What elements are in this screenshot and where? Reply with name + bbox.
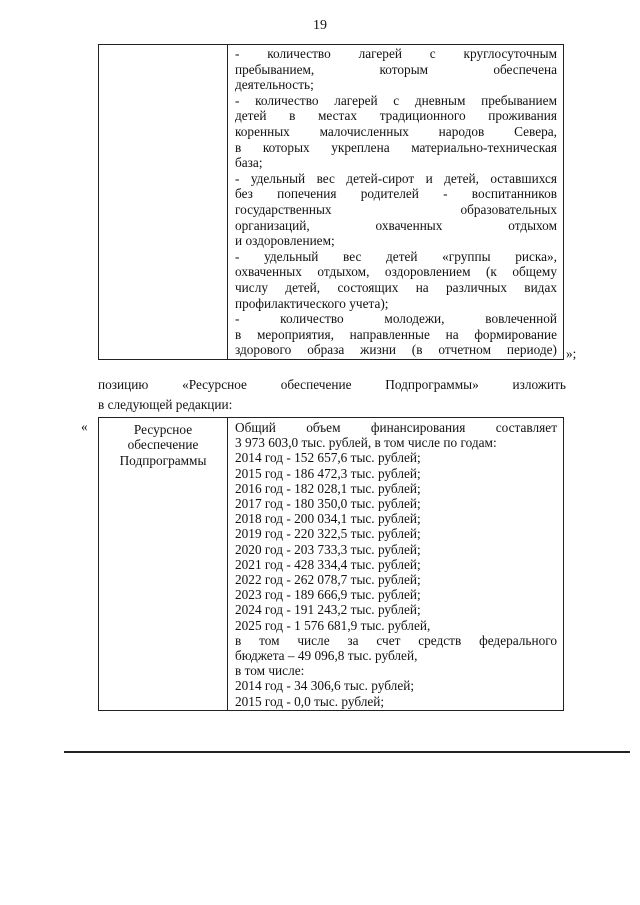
resource-line: 2020 год - 203 733,3 тыс. рублей; xyxy=(235,541,421,557)
resource-line: 2024 год - 191 243,2 тыс. рублей; xyxy=(235,602,421,618)
resource-label-line: обеспечение xyxy=(127,437,199,453)
resource-line: в том числе за счет средств федерального xyxy=(235,632,557,648)
resource-line: 2025 год - 1 576 681,9 тыс. рублей, xyxy=(235,617,431,633)
resource-line: 2014 год - 34 306,6 тыс. рублей; xyxy=(235,678,415,694)
resource-line: 2014 год - 152 657,6 тыс. рублей; xyxy=(235,450,421,466)
opening-quote: « xyxy=(81,419,88,434)
resource-label-line: Подпрограммы xyxy=(119,452,207,468)
resource-line: 2015 год - 186 472,3 тыс. рублей; xyxy=(235,465,421,481)
table1-line: пребыванием, которым обеспечена xyxy=(235,61,557,77)
table1-line: - удельный вес детей-сирот и детей, оставшихся xyxy=(235,170,557,186)
table1-empty-label-cell xyxy=(99,45,228,360)
table1-line: без попечения родителей - воспитанников xyxy=(235,186,557,202)
resource-table xyxy=(98,417,564,711)
resource-line: 2021 год - 428 334,4 тыс. рублей; xyxy=(235,556,421,572)
bottom-divider xyxy=(64,751,630,753)
resource-line: 2017 год - 180 350,0 тыс. рублей; xyxy=(235,496,421,512)
table1-line: числу детей, состоящих на различных видах xyxy=(235,279,557,295)
table1-line: государственных образовательных xyxy=(235,201,557,217)
resource-line: 2016 год - 182 028,1 тыс. рублей; xyxy=(235,480,421,496)
table1-line: детей в местах традиционного проживания xyxy=(235,108,557,124)
table1-line: деятельность; xyxy=(235,77,314,93)
resource-line: 2022 год - 262 078,7 тыс. рублей; xyxy=(235,572,421,588)
resource-line: 2018 год - 200 034,1 тыс. рублей; xyxy=(235,511,421,527)
table1-line: и оздоровлением; xyxy=(235,233,335,249)
resource-label-cell xyxy=(99,418,228,711)
resource-line: 2019 год - 220 322,5 тыс. рублей; xyxy=(235,526,421,542)
table1-line: - удельный вес детей «группы риска», xyxy=(235,248,557,264)
table1-line: коренных малочисленных народов Севера, xyxy=(235,123,557,139)
paragraph-line-2: в следующей редакции: xyxy=(98,397,233,412)
resource-line: в том числе: xyxy=(235,663,305,679)
table1-line: в которых укреплена материально-техническая xyxy=(235,139,557,155)
resource-content-cell xyxy=(228,418,564,711)
resource-line: Общий объем финансирования составляет xyxy=(235,420,557,435)
table1-line: - количество лагерей с круглосуточным xyxy=(235,46,557,61)
table1-line: - количество молодежи, вовлеченной xyxy=(235,311,557,327)
resource-label-line: Ресурсное xyxy=(133,422,193,437)
table1-line: база; xyxy=(235,155,263,171)
resource-line: 2023 год - 189 666,9 тыс. рублей; xyxy=(235,587,421,603)
closing-quote: »; xyxy=(566,346,577,361)
table1-line: профилактического учета); xyxy=(235,295,389,311)
table1-content-cell xyxy=(228,45,564,360)
continuation-table xyxy=(98,44,564,360)
resource-line: бюджета – 49 096,8 тыс. рублей, xyxy=(235,648,418,664)
paragraph-line-1: позицию «Ресурсное обеспечение Подпрограммы» изложить xyxy=(98,377,566,392)
resource-line: 2015 год - 0,0 тыс. рублей; xyxy=(235,693,385,709)
table1-line: здорового образа жизни (в отчетном периоде) xyxy=(235,342,557,358)
page-number: 19 xyxy=(313,18,327,33)
table1-line: в мероприятия, направленные на формирование xyxy=(235,326,557,342)
table1-line: охваченных отдыхом, оздоровлением (к общему xyxy=(235,264,557,280)
table1-line: организаций, охваченных отдыхом xyxy=(235,217,557,233)
table1-line: - количество лагерей с дневным пребыванием xyxy=(235,92,557,108)
resource-line: 3 973 603,0 тыс. рублей, в том числе по годам: xyxy=(235,435,497,451)
